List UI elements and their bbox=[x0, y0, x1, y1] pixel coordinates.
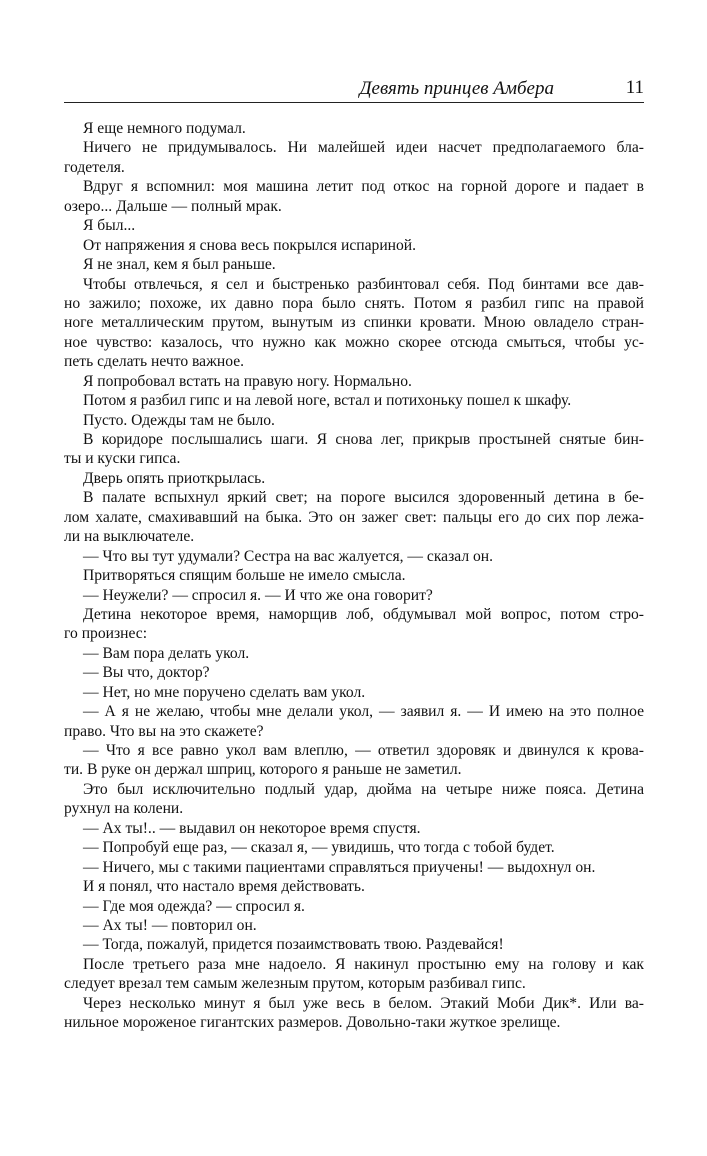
page-number: 11 bbox=[625, 77, 644, 98]
text-line: рухнул на колени. bbox=[64, 800, 184, 818]
paragraph bbox=[64, 935, 644, 954]
text-line: Потом я разбил гипс и на левой ноге, встал и потихоньку пошел к шкафу. bbox=[83, 392, 572, 410]
paragraph bbox=[64, 236, 644, 255]
paragraph bbox=[64, 372, 644, 391]
paragraph bbox=[64, 741, 644, 780]
paragraph bbox=[64, 391, 644, 410]
paragraph bbox=[64, 566, 644, 585]
text-line: Это был исключительно подлый удар, дюйма на четыре ниже пояса. Детина bbox=[83, 780, 644, 798]
text-line: В коридоре послышались шаги. Я снова лег, прикрыв простыней снятые бин- bbox=[83, 431, 644, 448]
paragraph bbox=[64, 547, 644, 566]
paragraph bbox=[64, 216, 644, 235]
text-line: годетеля. bbox=[64, 158, 125, 176]
text-line: Пусто. Одежды там не было. bbox=[83, 411, 275, 429]
text-line: — А я не желаю, чтобы мне делали укол, — заявил я. — И имею на это полное bbox=[83, 703, 644, 721]
text-line: ти. В руке он держал шприц, которого я раньше не заметил. bbox=[64, 761, 462, 779]
text-line: ноге металлическим прутом, вынутым из спинки кровати. Мною овладело стран- bbox=[64, 314, 644, 332]
paragraph bbox=[64, 877, 644, 896]
text-line: — Вам пора делать укол. bbox=[83, 644, 250, 662]
text-line: — Что вы тут удумали? Сестра на вас жалуется, — сказал он. bbox=[83, 547, 494, 565]
text-line: следует врезал тем самым железным прутом, которым разбивал гипс. bbox=[64, 975, 526, 993]
text-line: После третьего раза мне надоело. Я накинул простыню ему на голову и как bbox=[83, 955, 644, 973]
body-text bbox=[64, 119, 644, 1033]
text-line: Я еще немного подумал. bbox=[83, 120, 246, 137]
paragraph bbox=[64, 780, 644, 819]
text-line: — Что я все равно укол вам влеплю, — ответил здоровяк и двинулся к крова- bbox=[83, 742, 644, 759]
paragraph bbox=[64, 430, 644, 469]
paragraph bbox=[64, 838, 644, 857]
text-line: Дверь опять приоткрылась. bbox=[83, 469, 266, 487]
text-line: — Где моя одежда? — спросил я. bbox=[83, 897, 305, 915]
paragraph bbox=[64, 702, 644, 741]
paragraph bbox=[64, 605, 644, 644]
paragraph bbox=[64, 916, 644, 935]
text-line: Ничего не придумывалось. Ни малейшей идеи насчет предполагаемого бла- bbox=[83, 139, 644, 157]
paragraph bbox=[64, 858, 644, 877]
text-line: Я не знал, кем я был раньше. bbox=[83, 256, 276, 274]
paragraph bbox=[64, 177, 644, 216]
paragraph bbox=[64, 644, 644, 663]
text-line: го произнес: bbox=[64, 625, 148, 643]
paragraph bbox=[64, 488, 644, 546]
paragraph bbox=[64, 819, 644, 838]
running-header bbox=[64, 74, 644, 102]
paragraph bbox=[64, 663, 644, 682]
text-line: — Попробуй еще раз, — сказал я, — увидишь, что тогда с тобой будет. bbox=[83, 839, 555, 857]
text-line: — Тогда, пожалуй, придется позаимствовать твою. Раздевайся! bbox=[83, 936, 504, 954]
text-line: И я понял, что настало время действовать. bbox=[83, 878, 365, 896]
text-line: ное чувство: казалось, что нужно как можно скорее отсюда смыться, чтобы ус- bbox=[64, 333, 644, 351]
text-line: В палате вспыхнул яркий свет; на пороге высился здоровенный детина в бе- bbox=[83, 489, 644, 507]
text-line: право. Что вы на это скажете? bbox=[64, 722, 264, 740]
text-line: — Ничего, мы с такими пациентами справляться приучены! — выдохнул он. bbox=[83, 858, 596, 876]
text-line: Я был... bbox=[83, 217, 136, 235]
text-line: лом халате, смахивавший на быка. Это он зажег свет: пальцы его до сих пор лежа- bbox=[64, 508, 644, 526]
text-line: От напряжения я снова весь покрылся испариной. bbox=[83, 236, 417, 254]
paragraph bbox=[64, 411, 644, 430]
text-line: ты и куски гипса. bbox=[64, 450, 181, 468]
text-line: — Нет, но мне поручено сделать вам укол. bbox=[83, 683, 366, 701]
text-line: Чтобы отвлечься, я сел и быстренько разбинтовал себя. Под бинтами все дав- bbox=[83, 275, 644, 293]
paragraph bbox=[64, 469, 644, 488]
paragraph bbox=[64, 119, 644, 138]
text-line: Через несколько минут я был уже весь в белом. Этакий Моби Дик*. Или ва- bbox=[83, 994, 644, 1012]
paragraph bbox=[64, 138, 644, 177]
header-rule bbox=[64, 102, 644, 103]
text-line: нильное мороженое гигантских размеров. Довольно-таки жуткое зрелище. bbox=[64, 1014, 561, 1032]
text-line: — Вы что, доктор? bbox=[83, 664, 210, 682]
paragraph bbox=[64, 897, 644, 916]
text-line: Вдруг я вспомнил: моя машина летит под откос на горной дороге и падает в bbox=[83, 178, 644, 196]
paragraph bbox=[64, 255, 644, 274]
text-line: Притворяться спящим больше не имело смысла. bbox=[83, 567, 406, 585]
paragraph bbox=[64, 586, 644, 605]
text-line: Детина некоторое время, наморщив лоб, обдумывал мой вопрос, потом стро- bbox=[83, 605, 644, 623]
paragraph bbox=[64, 955, 644, 994]
text-line: озеро... Дальше — полный мрак. bbox=[64, 197, 282, 215]
text-line: — Ах ты! — повторил он. bbox=[83, 916, 257, 934]
text-line: — Ах ты!.. — выдавил он некоторое время спустя. bbox=[83, 819, 421, 837]
paragraph bbox=[64, 683, 644, 702]
text-line: петь сделать нечто важное. bbox=[64, 353, 245, 371]
text-line: но зажило; похоже, их давно пора было снять. Потом я разбил гипс на правой bbox=[64, 294, 644, 312]
running-title: Девять принцев Амбера bbox=[359, 78, 554, 99]
text-line: Я попробовал встать на правую ногу. Нормально. bbox=[83, 372, 412, 390]
paragraph bbox=[64, 994, 644, 1033]
paragraph bbox=[64, 275, 644, 372]
text-line: — Неужели? — спросил я. — И что же она говорит? bbox=[83, 586, 433, 604]
text-line: ли на выключателе. bbox=[64, 528, 195, 546]
